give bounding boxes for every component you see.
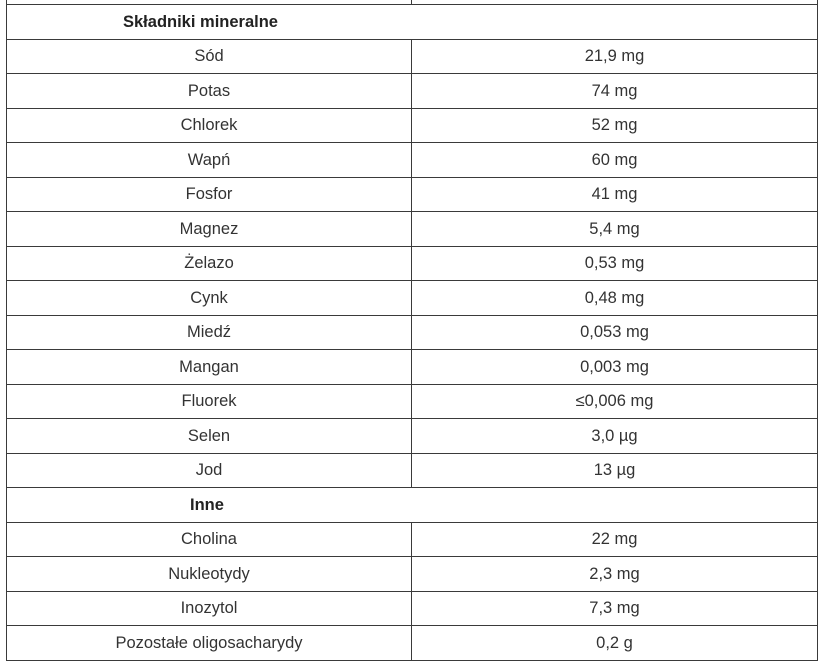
nutrient-name: Chlorek xyxy=(7,108,412,143)
nutrient-value: 74 mg xyxy=(412,74,818,109)
nutrient-value: 0,53 mg xyxy=(412,246,818,281)
table-row xyxy=(7,246,818,281)
table-row xyxy=(7,74,818,109)
section-title: Składniki mineralne xyxy=(123,12,278,31)
nutrient-value: 0,003 mg xyxy=(412,350,818,385)
nutrient-name: Sód xyxy=(7,39,412,74)
nutrient-name: Cynk xyxy=(7,281,412,316)
nutrient-value: 7,3 mg xyxy=(412,591,818,626)
section-header-cell xyxy=(7,488,818,523)
table-row xyxy=(7,143,818,178)
nutrient-name: Cholina xyxy=(7,522,412,557)
nutrient-value: 5,4 mg xyxy=(412,212,818,247)
table-row xyxy=(7,522,818,557)
nutrition-table-body xyxy=(7,0,818,660)
nutrient-value: 21,9 mg xyxy=(412,39,818,74)
nutrient-value: 22 mg xyxy=(412,522,818,557)
nutrient-value: 2,3 mg xyxy=(412,557,818,592)
table-row xyxy=(7,212,818,247)
table-row xyxy=(7,39,818,74)
nutrient-name: Magnez xyxy=(7,212,412,247)
nutrition-table xyxy=(6,0,818,661)
nutrient-value: 60 mg xyxy=(412,143,818,178)
table-row xyxy=(7,419,818,454)
section-header-row xyxy=(7,5,818,40)
section-header-cell xyxy=(7,5,818,40)
nutrient-name: Mangan xyxy=(7,350,412,385)
nutrition-table-container xyxy=(6,0,817,661)
section-header-row xyxy=(7,488,818,523)
nutrient-value: 3,0 µg xyxy=(412,419,818,454)
table-row xyxy=(7,108,818,143)
nutrient-value: 0,48 mg xyxy=(412,281,818,316)
table-row xyxy=(7,626,818,661)
nutrient-name: Żelazo xyxy=(7,246,412,281)
nutrient-name: Inozytol xyxy=(7,591,412,626)
nutrient-value: 13 µg xyxy=(412,453,818,488)
nutrient-name: Fluorek xyxy=(7,384,412,419)
table-row xyxy=(7,177,818,212)
nutrient-name: Pozostałe oligosacharydy xyxy=(7,626,412,661)
nutrient-name: Miedź xyxy=(7,315,412,350)
nutrient-name: Selen xyxy=(7,419,412,454)
table-row xyxy=(7,591,818,626)
nutrient-value: ≤0,006 mg xyxy=(412,384,818,419)
table-row xyxy=(7,557,818,592)
nutrient-value: 0,053 mg xyxy=(412,315,818,350)
section-title: Inne xyxy=(190,495,224,514)
table-row xyxy=(7,453,818,488)
table-row xyxy=(7,384,818,419)
nutrient-name: Fosfor xyxy=(7,177,412,212)
nutrient-name: Potas xyxy=(7,74,412,109)
nutrient-name: Wapń xyxy=(7,143,412,178)
table-row xyxy=(7,350,818,385)
nutrient-value: 52 mg xyxy=(412,108,818,143)
nutrient-value: 0,2 g xyxy=(412,626,818,661)
nutrient-name: Nukleotydy xyxy=(7,557,412,592)
table-row xyxy=(7,281,818,316)
nutrient-value: 41 mg xyxy=(412,177,818,212)
table-row xyxy=(7,315,818,350)
nutrient-name: Jod xyxy=(7,453,412,488)
